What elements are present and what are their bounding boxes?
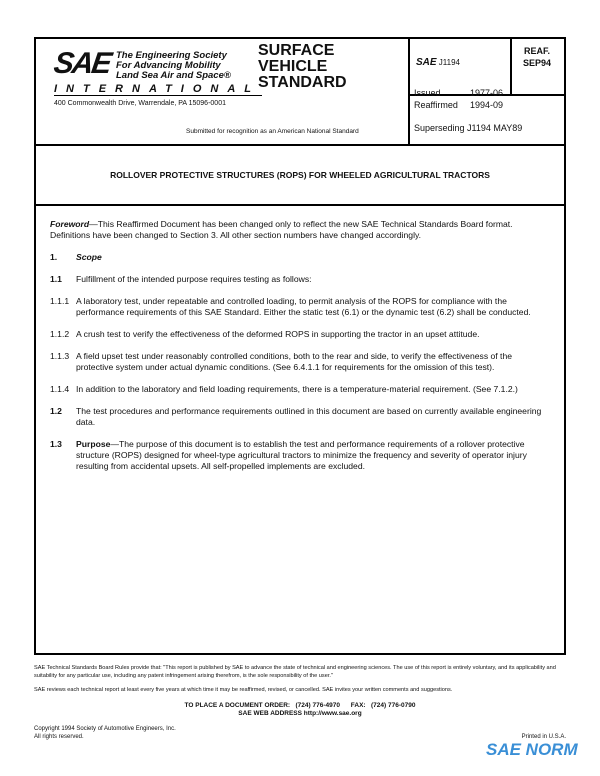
document-title: ROLLOVER PROTECTIVE STRUCTURES (ROPS) FOR WHEELED AGRICULTURAL TRACTORS [36, 146, 564, 206]
document-frame [34, 37, 566, 655]
reaf-date: REAF. SEP94 [522, 46, 552, 68]
document-body [50, 219, 550, 483]
footer: SAE Technical Standards Board Rules provide that: "This report is published by SAE to advance the state of technical and engineering sciences. The use of this report is entirely voluntary, and its applicability and suitability for any particular use, including any patent infringement arising therefrom, is the sole responsibility of the user." SAE reviews each technical report at least every five years at which time it may be reaffirmed, revised, or cancelled. SAE invites your written comments and suggestions. TO PLACE A DOCUMENT ORDER: (724) 776-4970 FAX: (724) 776-0790 SAE WEB ADDRESS http://www.sae.org Copyright 1994 Society of Automotive Engineers, Inc. All rights reserved. Printed in U.S.A. [34, 665, 566, 740]
section-1-1-3: 1.1.3 A field upset test under reasonably controlled conditions, both to the rear and side, to verify the effectiveness of the protective system under actual dynamic conditions. (See 6.4.1.1 for requirements for the omission of this test). [50, 351, 513, 372]
address: 400 Commonwealth Drive, Warrendale, PA 15096-0001 [54, 100, 226, 107]
section-1-1-4: 1.1.4 In addition to the laboratory and field loading requirements, there is a temperature-material requirement. (See 7.1.2.) [50, 384, 518, 394]
foreword: Foreword—This Reaffirmed Document has been changed only to reflect the new SAE Technical Standards Board format. Definitions have been changed to Section 3. All other section numbers have changed accordingly. [50, 219, 513, 240]
doc-type: SURFACE VEHICLE STANDARD [258, 42, 347, 91]
section-1: 1. Scope [50, 252, 102, 262]
section-1-1: 1.1 Fulfillment of the intended purpose requires testing as follows: [50, 274, 312, 284]
section-1-2: 1.2 The test procedures and performance requirements outlined in this document are based on currently available engineering data. [50, 406, 542, 427]
superseding: Superseding J1194 MAY89 [414, 123, 523, 133]
section-1-3: 1.3 Purpose—The purpose of this document is to establish the test and performance requirements of a rollover protective structure (ROPS) designed for wheel-type agricultural tractors to minimize the frequency and severity of operator injury resulting from accidental upsets. All self-propelled implements are excluded. [50, 439, 527, 471]
section-1-1-1: 1.1.1 A laboratory test, under repeatable and controlled loading, to permit analysis of the ROPS for compliance with the performance requirements of this SAE Standard. Either the static test (6.1) or the dynamic test (6.2) shall be conducted. [50, 296, 531, 317]
section-1-1-2: 1.1.2 A crush test to verify the effectiveness of the deformed ROPS in supporting the tractor in an upset attitude. [50, 329, 480, 339]
watermark-logo: SAE NORM [486, 740, 578, 759]
submitted-note: Submitted for recognition as an American National Standard [186, 128, 359, 135]
web-link[interactable]: SAE WEB ADDRESS http://www.sae.org [238, 710, 362, 717]
document-header: SAE The Engineering Society For Advancing Mobility Land Sea Air and Space® INTERNATIONAL 400 Commonwealth Drive, Warrendale, PA 15096-0001 SURFACE VEHICLE STANDARD Submitted for recognition as an American National Standard SAE J1194 REAF. SEP94 Issued 1977-06 Reaffirmed 1994-09 Superseding J1194 MAY89 [36, 39, 564, 146]
issue-dates: Issued 1977-06 Reaffirmed 1994-09 [414, 88, 504, 110]
doc-number: SAE J1194 [416, 57, 460, 68]
